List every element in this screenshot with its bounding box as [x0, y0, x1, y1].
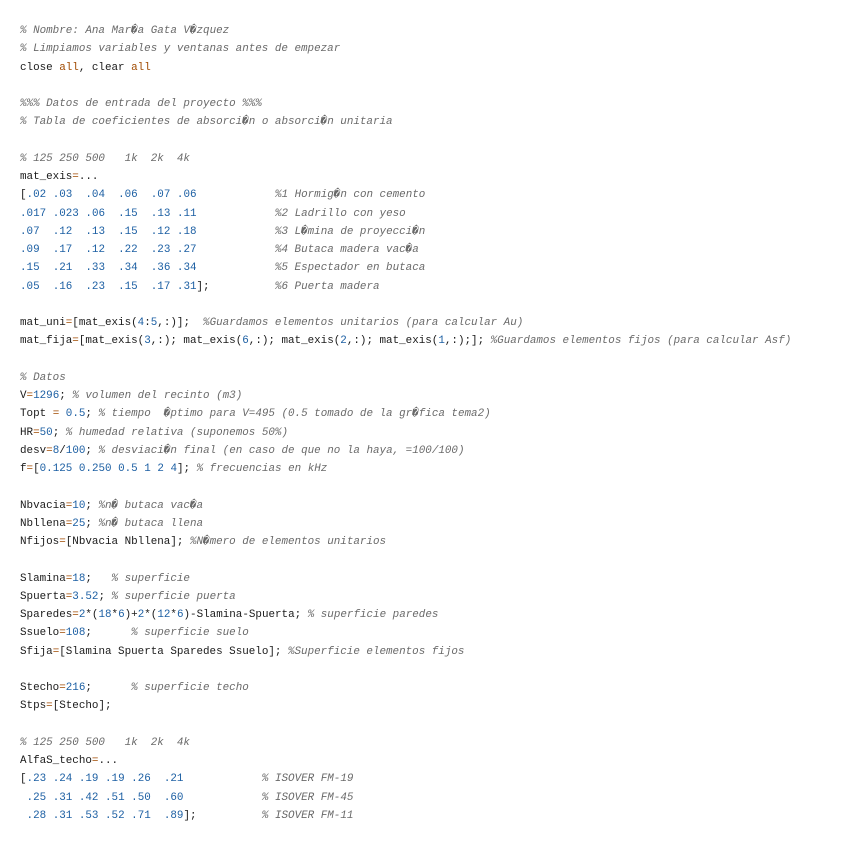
number-token: 0.5 [65, 408, 86, 421]
operator-token: = [46, 700, 53, 713]
number-token: .023 [52, 207, 79, 220]
comment-token: % volumen del recinto (m3) [72, 390, 243, 402]
comment-token: %Guardamos elementos fijos (para calcular Asf) [490, 335, 792, 348]
code-token: ]; [177, 463, 197, 475]
code-token: AlfaS_techo [20, 755, 92, 767]
blank-line [20, 716, 791, 734]
code-line [20, 405, 791, 423]
comment-token: %4 Butaca madera vac�a [274, 244, 419, 256]
number-token: 2 [340, 335, 347, 348]
number-token: .52 [105, 809, 125, 822]
number-token: 2 [137, 609, 145, 621]
code-token [197, 208, 275, 220]
code-token: mat_uni [20, 317, 66, 329]
code-token: : [144, 317, 151, 329]
code-token: ]; [183, 809, 262, 822]
number-token: .03 [52, 189, 73, 202]
number-token: 4 [170, 463, 177, 475]
number-token: .51 [105, 791, 125, 804]
number-token: .07 [150, 189, 171, 202]
code-token: ,:);]; [444, 335, 491, 348]
number-token: 12 [157, 609, 171, 621]
comment-token: %3 L�mina de proyecci�n [274, 225, 426, 238]
code-token: ; [85, 499, 99, 512]
number-token: 0.250 [78, 463, 112, 475]
code-token: Topt [20, 408, 53, 421]
code-token: V [20, 390, 27, 402]
code-token [105, 244, 118, 256]
number-token: 1 [438, 335, 445, 348]
number-token: .12 [52, 225, 73, 238]
code-token: Sparedes [20, 609, 73, 621]
number-token: .71 [131, 809, 151, 822]
number-token: 6 [176, 609, 184, 621]
comment-token: %1 Hormig�n con cemento [274, 189, 426, 202]
code-line [20, 278, 791, 296]
code-token: ... [78, 171, 99, 183]
code-token: Stps [20, 700, 47, 713]
number-token: .18 [176, 225, 197, 238]
number-token: .34 [118, 262, 138, 275]
code-line [20, 150, 791, 168]
comment-token: %Superficie elementos fijos [287, 645, 465, 658]
code-token: [mat_exis( [78, 335, 145, 348]
comment-token: % Datos [20, 371, 66, 384]
blank-line [20, 478, 791, 496]
number-token: .017 [20, 207, 47, 220]
comment-token: %5 Espectador en butaca [274, 262, 426, 275]
number-token: .06 [176, 189, 197, 202]
code-line [20, 442, 791, 460]
number-token: .12 [85, 244, 105, 256]
code-token: Nfijos [20, 536, 60, 548]
number-token: .22 [118, 244, 138, 256]
code-token: [Slamina Spuerta Sparedes Ssuelo]; [59, 645, 288, 658]
operator-token: = [26, 463, 34, 475]
number-token: .34 [176, 262, 197, 275]
code-line [20, 22, 791, 40]
number-token: .24 [52, 773, 73, 786]
code-line [20, 588, 791, 606]
code-line [20, 497, 791, 515]
comment-token: % 125 250 500 1k 2k 4k [20, 736, 190, 749]
code-line [20, 807, 791, 825]
comment-token: %n� butaca llena [98, 517, 204, 530]
operator-token: = [46, 444, 53, 457]
number-token: .13 [150, 207, 171, 220]
code-line [20, 770, 791, 788]
code-line [20, 113, 791, 131]
number-token: .50 [131, 791, 151, 804]
code-line [20, 40, 791, 58]
keyword-token: all [131, 61, 151, 74]
operator-token: = [65, 517, 73, 530]
number-token: .28 [26, 809, 47, 822]
comment-token: % Nombre: Ana Mar�a Gata V�zquez [20, 25, 230, 37]
code-token: mat_exis [20, 171, 73, 183]
code-token: close [20, 61, 60, 74]
comment-token: % tiempo �ptimo para V=495 (0.5 tomado de la gr�fica tema2) [98, 408, 491, 421]
code-token: [Stecho]; [52, 700, 112, 713]
code-line [20, 168, 791, 186]
code-line [20, 624, 791, 642]
code-token [151, 792, 164, 804]
code-token [72, 262, 85, 274]
number-token: .53 [78, 809, 99, 822]
blank-line [20, 351, 791, 369]
code-token: ,:)]; [157, 317, 204, 329]
comment-token: % Limpiamos variables y ventanas antes de empezar [20, 43, 341, 56]
comment-token: % ISOVER FM-19 [261, 773, 354, 786]
code-line [20, 186, 791, 204]
code-token: , clear [78, 61, 132, 74]
number-token: 8 [52, 444, 60, 457]
code-token [72, 226, 85, 238]
code-token: ; [85, 408, 99, 421]
comment-token: %2 Ladrillo con yeso [274, 207, 406, 220]
code-token: [Nbvacia Nbllena]; [65, 536, 190, 548]
code-token: ,:); mat_exis( [346, 335, 439, 348]
operator-token: = [72, 171, 79, 183]
code-token [40, 244, 53, 256]
number-token: .21 [52, 262, 73, 275]
operator-token: = [59, 536, 66, 548]
code-line [20, 314, 791, 332]
operator-token: = [65, 590, 73, 603]
code-token: ; [85, 517, 99, 530]
code-token: * [111, 609, 119, 621]
code-token: ; [85, 682, 132, 694]
number-token: .42 [78, 791, 99, 804]
number-token: 3.52 [72, 590, 99, 603]
number-token: 4 [137, 317, 145, 329]
comment-token: % superficie [111, 572, 190, 585]
number-token: .25 [26, 791, 47, 804]
code-line [20, 752, 791, 770]
operator-token: = [52, 408, 60, 421]
number-token: .23 [150, 244, 171, 256]
comment-token: % Tabla de coeficientes de absorci�n o absorci�n unitaria [20, 116, 393, 129]
code-token: [mat_exis( [72, 317, 138, 329]
code-token [40, 262, 53, 274]
number-token: 1296 [33, 390, 60, 402]
code-line [20, 515, 791, 533]
operator-token: = [59, 682, 66, 694]
comment-token: %%% Datos de entrada del proyecto %%% [20, 98, 262, 110]
code-token: [ [20, 189, 27, 202]
code-token [138, 226, 151, 238]
number-token: 5 [150, 317, 158, 329]
comment-token: % ISOVER FM-45 [261, 791, 354, 804]
code-token: ; [85, 572, 112, 585]
number-token: .12 [150, 225, 171, 238]
number-token: .09 [20, 244, 40, 256]
number-token: .02 [26, 189, 47, 202]
number-token: 100 [65, 444, 86, 457]
number-token: 10 [72, 499, 86, 512]
blank-line [20, 551, 791, 569]
code-token: )-Slamina-Spuerta; [183, 609, 308, 621]
blank-line [20, 296, 791, 314]
code-token: Spuerta [20, 590, 66, 603]
operator-token: = [26, 390, 34, 402]
number-token: .05 [20, 280, 40, 293]
code-token [138, 208, 151, 220]
number-token: 2 [157, 463, 164, 475]
number-token: .07 [20, 225, 40, 238]
code-line [20, 259, 791, 277]
comment-token: %Guardamos elementos unitarios (para calcular Au) [203, 317, 524, 329]
code-token: ,:); mat_exis( [150, 335, 243, 348]
code-line [20, 643, 791, 661]
code-line [20, 387, 791, 405]
number-token: 6 [118, 609, 125, 621]
code-token: [ [20, 773, 27, 786]
comment-token: % ISOVER FM-11 [261, 809, 354, 822]
comment-token: % superficie techo [131, 682, 249, 694]
code-token: ; [52, 426, 66, 439]
code-token [138, 281, 151, 293]
code-token [138, 262, 151, 274]
operator-token: = [65, 499, 73, 512]
code-token [197, 226, 275, 238]
operator-token: = [33, 426, 40, 439]
number-token: .06 [85, 207, 106, 220]
code-token [151, 810, 164, 822]
operator-token: = [59, 627, 66, 640]
code-token: HR [20, 426, 34, 439]
comment-token: %N�mero de elementos unitarios [189, 536, 387, 548]
number-token: 0.125 [39, 463, 73, 475]
code-token: ... [98, 755, 119, 767]
code-line [20, 679, 791, 697]
comment-token: % frecuencias en kHz [196, 463, 328, 475]
number-token: .15 [118, 207, 138, 220]
code-token: Nbllena [20, 517, 66, 530]
code-token: Stecho [20, 682, 60, 694]
number-token: 18 [72, 572, 86, 585]
number-token: .11 [176, 207, 197, 220]
code-token [105, 189, 118, 201]
number-token: .15 [20, 262, 40, 275]
number-token: .31 [176, 280, 197, 293]
operator-token: = [52, 645, 60, 658]
code-token [72, 244, 85, 256]
code-token [197, 244, 275, 256]
number-token: 2 [78, 609, 86, 621]
number-token: .26 [131, 773, 151, 786]
number-token: .27 [176, 244, 197, 256]
code-line [20, 241, 791, 259]
code-line [20, 424, 791, 442]
code-token [138, 189, 151, 201]
operator-token: = [72, 335, 79, 348]
code-token: ,:); mat_exis( [248, 335, 341, 348]
code-token: mat_fija [20, 335, 73, 348]
code-token: desv [20, 444, 47, 457]
number-token: .23 [26, 773, 47, 786]
number-token: .19 [105, 773, 125, 786]
comment-token: % humedad relativa (suponemos 50%) [65, 426, 288, 439]
number-token: 108 [65, 627, 86, 640]
number-token: .21 [163, 773, 184, 786]
operator-token: = [72, 609, 79, 621]
code-line [20, 697, 791, 715]
code-token [197, 262, 275, 274]
keyword-token: all [59, 61, 79, 74]
code-line [20, 533, 791, 551]
code-token [151, 773, 164, 785]
number-token: .89 [163, 809, 184, 822]
comment-token: %n� butaca vac�a [98, 499, 204, 512]
blank-line [20, 77, 791, 95]
code-token: f [20, 463, 27, 475]
code-token: ; [98, 590, 112, 603]
code-line [20, 570, 791, 588]
number-token: .19 [78, 773, 99, 786]
number-token: 3 [144, 335, 151, 348]
code-line [20, 223, 791, 241]
number-token: .17 [150, 280, 171, 293]
number-token: .17 [52, 244, 73, 256]
number-token: .16 [52, 280, 73, 293]
code-line [20, 734, 791, 752]
number-token: 0.5 [118, 463, 138, 475]
number-token: .23 [85, 280, 105, 293]
code-token: )+ [124, 609, 138, 621]
code-token: Slamina [20, 572, 66, 585]
code-token: *( [85, 609, 99, 621]
code-line [20, 59, 791, 77]
number-token: 216 [65, 682, 86, 694]
operator-token: = [91, 755, 99, 767]
number-token: .36 [150, 262, 171, 275]
number-token: 6 [242, 335, 249, 348]
operator-token: = [65, 572, 73, 585]
code-token: *( [144, 609, 158, 621]
code-token: ]; [196, 280, 275, 293]
code-token: Sfija [20, 645, 53, 658]
number-token: .04 [85, 189, 105, 202]
number-token: .15 [118, 225, 138, 238]
code-token: [ [33, 463, 40, 475]
code-line [20, 369, 791, 387]
code-token [197, 189, 275, 201]
number-token: 1 [144, 463, 151, 475]
comment-token: % desviaci�n final (en caso de que no la haya, =100/100) [98, 444, 465, 457]
comment-token: % superficie suelo [131, 627, 249, 640]
code-token [40, 226, 53, 238]
code-line [20, 95, 791, 113]
number-token: 25 [72, 517, 86, 530]
comment-token: % superficie paredes [307, 609, 439, 621]
code-token [105, 208, 118, 220]
code-token [72, 189, 85, 201]
number-token: .13 [85, 225, 105, 238]
code-token [105, 281, 118, 293]
code-line [20, 332, 791, 350]
code-token: Ssuelo [20, 627, 60, 640]
code-token [183, 792, 261, 804]
operator-token: = [65, 317, 73, 329]
number-token: .15 [118, 280, 138, 293]
code-token: / [59, 444, 66, 457]
number-token: .31 [52, 809, 73, 822]
number-token: .60 [163, 791, 184, 804]
code-line [20, 606, 791, 624]
code-token: ; [85, 627, 132, 640]
code-token: ; [59, 390, 73, 402]
code-line [20, 460, 791, 478]
code-token [138, 244, 151, 256]
code-token [72, 281, 85, 293]
number-token: .31 [52, 791, 73, 804]
code-token [183, 773, 261, 785]
code-token [40, 281, 53, 293]
blank-line [20, 661, 791, 679]
code-line [20, 789, 791, 807]
comment-token: %6 Puerta madera [274, 280, 380, 293]
code-editor-content [20, 22, 791, 825]
code-token: * [170, 609, 177, 621]
comment-token: % superficie puerta [111, 590, 236, 603]
code-token [105, 226, 118, 238]
number-token: 50 [39, 426, 53, 439]
number-token: 18 [98, 609, 112, 621]
number-token: .06 [118, 189, 138, 202]
code-token: ; [85, 444, 99, 457]
blank-line [20, 132, 791, 150]
comment-token: % 125 250 500 1k 2k 4k [20, 152, 190, 165]
code-line [20, 205, 791, 223]
code-token: Nbvacia [20, 499, 66, 512]
code-token [105, 262, 118, 274]
number-token: .33 [85, 262, 105, 275]
